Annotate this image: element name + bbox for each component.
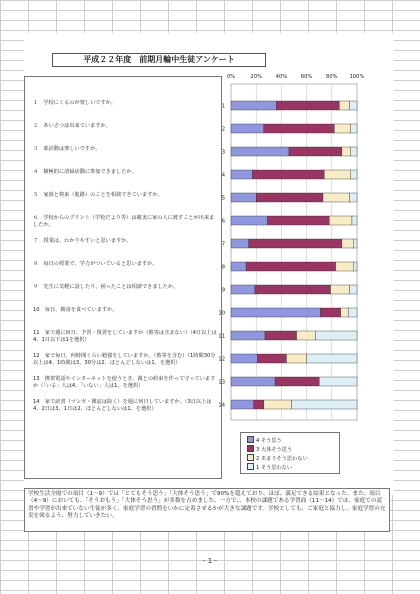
bar-q5-s1 [349, 193, 357, 202]
x-tick-label-0: 0% [226, 74, 236, 80]
legend-swatch-3 [247, 463, 254, 470]
bar-q3-s4 [231, 147, 289, 156]
bar-q11-s2 [297, 331, 316, 340]
bar-q6-s1 [352, 216, 357, 225]
question-8: ８ 毎日の授業で、学力がついていると思いますか。 [33, 261, 158, 267]
category-label-10: 10 [218, 310, 225, 317]
bar-q9-s2 [331, 285, 350, 294]
bar-q4-s4 [231, 170, 252, 179]
bar-q14-s4 [231, 400, 254, 409]
legend-item-3 [247, 463, 292, 472]
x-tick-label-2: 40% [275, 74, 288, 80]
bar-q9-s1 [349, 285, 357, 294]
legend-swatch-0 [247, 436, 254, 443]
question-12: 12 家で毎日、何時間くらい勉強をしていますか。（塾等を含む）（1時間30分以上は4、1時間は3、30分は2、ほとんどしないは1、を選択） [33, 353, 216, 366]
bar-q4-s3 [252, 170, 324, 179]
bar-q6-s3 [268, 216, 330, 225]
legend-label-3: 1 そう思わない [256, 465, 293, 471]
summary-box [24, 488, 390, 532]
bar-q8-s2 [336, 262, 354, 271]
legend-item-0 [247, 436, 282, 445]
category-label-13: 13 [218, 379, 225, 386]
legend-label-2: 2 あまりそう思わない [256, 456, 308, 462]
category-label-11: 11 [218, 333, 225, 340]
bar-q10-s4 [231, 308, 320, 317]
question-13: 13 携帯電話やインターネットを使うとき、親との約束を作って守っていますか（「いる」人は4、「いない」人は1、を選択） [33, 376, 216, 389]
category-label-9: 9 [221, 287, 225, 294]
bar-q7-s3 [249, 239, 342, 248]
bar-q2-s2 [334, 124, 350, 133]
x-tick-label-4: 80% [326, 74, 338, 80]
question-6: ６ 学校からのプリント（学校だより等）は確実に家の人に渡すことが出来ましたか。 [33, 215, 215, 228]
legend-label-0: 4 そう思う [256, 438, 282, 444]
legend-swatch-1 [247, 445, 254, 452]
legend-label-1: 3 大体そう思う [256, 447, 293, 453]
bar-q10-s1 [348, 308, 357, 317]
question-5: ５ 家族と将来（進路）のことを相談できていますか。 [33, 192, 163, 198]
category-label-14: 14 [218, 402, 225, 409]
category-label-6: 6 [221, 218, 225, 225]
bar-q8-s1 [353, 262, 357, 271]
question-1: １ 学校にくるのが楽しいですか。 [33, 100, 117, 106]
category-label-8: 8 [221, 264, 225, 271]
page-number: - 1 - [203, 557, 217, 565]
bar-q1-s2 [339, 101, 349, 110]
bar-q10-s2 [341, 308, 349, 317]
bar-q1-s4 [231, 101, 276, 110]
category-label-12: 12 [218, 356, 225, 363]
bar-q2-s3 [264, 124, 335, 133]
bar-q2-s4 [231, 124, 264, 133]
bar-q5-s3 [256, 193, 323, 202]
bar-q7-s2 [342, 239, 353, 248]
bar-q13-s1 [319, 377, 357, 386]
category-label-3: 3 [221, 149, 225, 156]
legend-item-1 [247, 445, 292, 454]
bar-q8-s4 [231, 262, 246, 271]
x-tick-label-5: 100% [349, 74, 365, 80]
bar-q6-s4 [231, 216, 268, 225]
bar-q9-s4 [231, 285, 255, 294]
question-4: ４ 積極的に清掃活動に参加できましたか。 [33, 169, 137, 175]
bar-q8-s3 [246, 262, 335, 271]
legend-item-2 [247, 454, 308, 463]
bar-q6-s2 [329, 216, 352, 225]
category-label-2: 2 [221, 126, 225, 133]
question-9: ９ 先生に気軽に話したり、困ったことは相談できましたか。 [33, 284, 179, 290]
question-3: ３ 部活動は楽しいですか。 [33, 146, 101, 152]
bar-q14-s1 [291, 400, 357, 409]
bar-q12-s4 [231, 354, 257, 363]
bar-q11-s1 [315, 331, 357, 340]
bar-q7-s1 [353, 239, 357, 248]
bar-q5-s2 [323, 193, 349, 202]
bar-q5-s4 [231, 193, 256, 202]
category-label-4: 4 [221, 172, 225, 179]
bar-q10-s3 [320, 308, 340, 317]
bar-q14-s3 [254, 400, 264, 409]
bar-q12-s1 [307, 354, 357, 363]
x-tick-label-1: 20% [250, 74, 262, 80]
bar-q1-s3 [276, 101, 339, 110]
bar-q13-s4 [231, 377, 275, 386]
question-11: 11 家で週に何日、予習・復習をしていますか（塾等は含まない）（4日以上は4、1日以下は1を選択） [33, 330, 217, 343]
question-10: 10 毎日、朝食を食べていますか。 [33, 307, 118, 313]
legend-swatch-2 [247, 454, 254, 461]
bar-q7-s4 [231, 239, 249, 248]
x-tick-label-3: 60% [300, 74, 313, 80]
bar-q1-s1 [349, 101, 357, 110]
question-2: ２ あいさつは出来ていますか。 [33, 123, 111, 129]
bar-q3-s3 [289, 147, 342, 156]
bar-q13-s3 [275, 377, 319, 386]
bar-q11-s3 [265, 331, 297, 340]
bar-q14-s2 [264, 400, 292, 409]
question-7: ７ 授業は、わかりやすいと思いますか。 [33, 238, 132, 244]
chart-legend [240, 432, 340, 474]
bar-q9-s3 [255, 285, 331, 294]
plot-area [231, 84, 357, 420]
bar-q12-s3 [257, 354, 286, 363]
bar-q4-s1 [351, 170, 357, 179]
bar-q11-s4 [231, 331, 265, 340]
bar-q3-s1 [351, 147, 357, 156]
bar-q12-s2 [286, 354, 306, 363]
bar-q2-s1 [351, 124, 357, 133]
category-label-7: 7 [221, 241, 225, 248]
question-14: 14 家で読書（マンガ・雑誌は除く）を週に何日していますか。（3日以上は4、2日は3、1日は2、ほとんどしないは1、を選択） [33, 399, 212, 412]
bar-q4-s2 [324, 170, 350, 179]
category-label-1: 1 [221, 103, 225, 110]
summary-text: 学校生活全般での項目（1〜9）では「とてもそう思う」「大体そう思う」で90%を超えており、ほぼ、満足できる結果となった。また、項目（4〜9）においても、「そうおもう」「大体そう思う」が多数を占めました。一方で、、本校の課題である学習面（11〜14）では、家庭での読書や学習が出来ていない生徒が多く、家庭学習の習慣をいかに定着させるかが大きな課題です。学校としても、ご家庭と協力し、家庭学習の充実を図るよう、努力していきたい。 [28, 491, 386, 520]
bar-q3-s2 [342, 147, 351, 156]
survey-title: 平成２２年度 前期月輪中生徒アンケート [83, 55, 235, 64]
category-label-5: 5 [221, 195, 225, 202]
